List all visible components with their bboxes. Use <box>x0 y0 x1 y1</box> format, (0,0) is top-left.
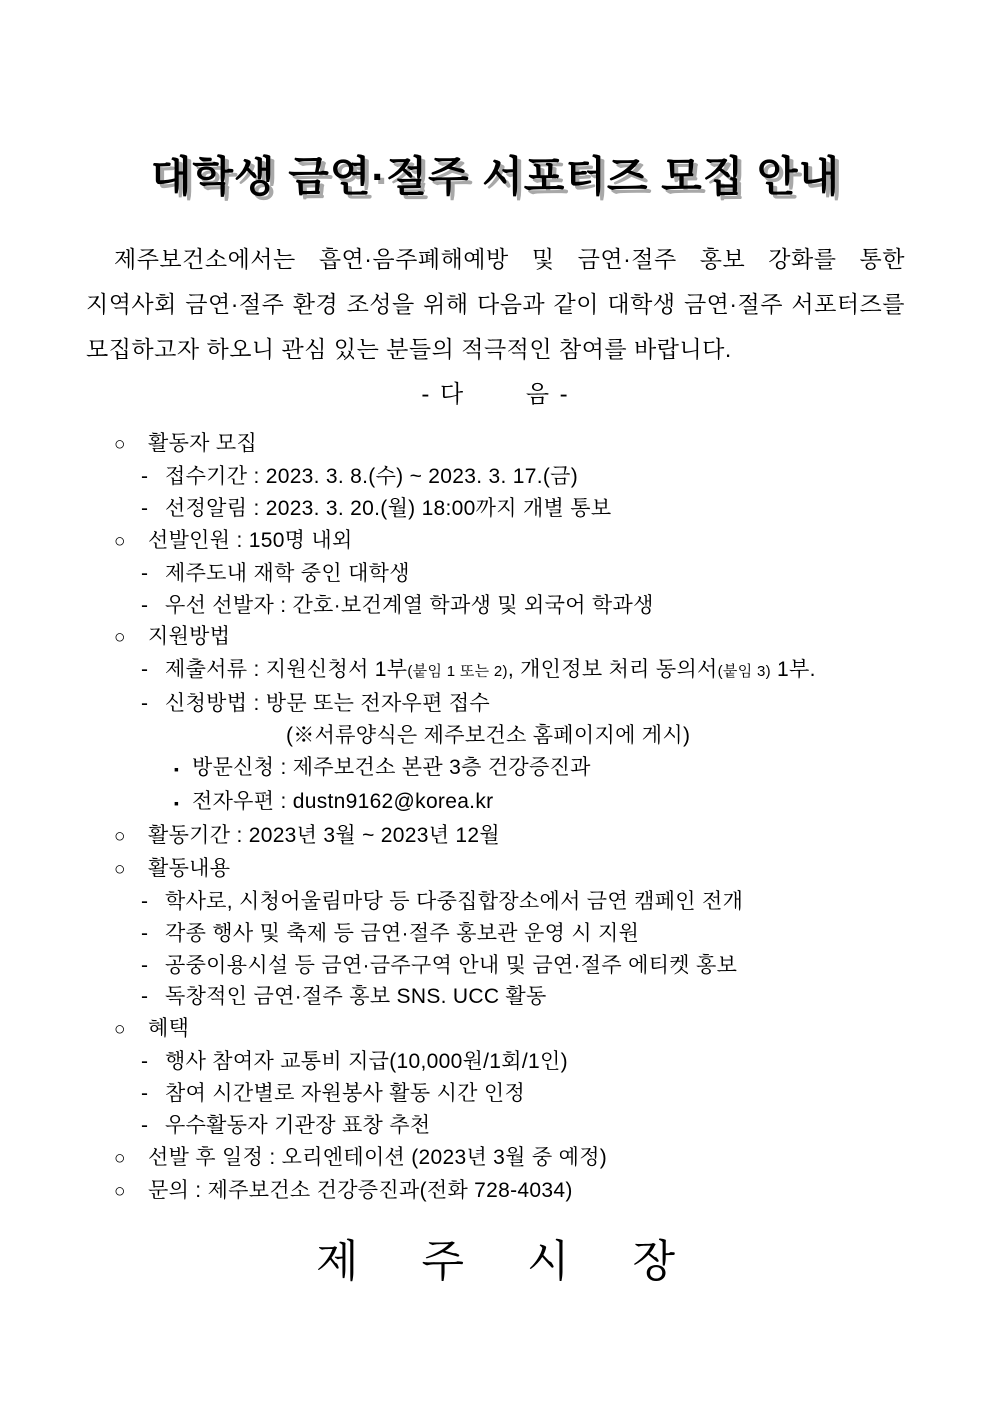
list-item-text: 행사 참여자 교통비 지급(10,000원/1회/1인) <box>165 1050 568 1074</box>
list-item-text: 활동내용 <box>148 856 231 880</box>
circle-bullet: ○ <box>114 530 126 552</box>
signature-mayor: 제 주 시 장 <box>315 1236 701 1286</box>
dash-bullet: - <box>141 1114 149 1138</box>
list-item <box>86 918 905 950</box>
list-item <box>86 853 905 886</box>
list-item <box>86 558 905 590</box>
list-item <box>86 820 905 853</box>
list-item-text: 각종 행사 및 축제 등 금연·절주 홍보관 운영 시 지원 <box>165 921 640 945</box>
dash-bullet: - <box>141 561 149 585</box>
list-item <box>86 720 905 752</box>
list-item-text: 신청방법 : 방문 또는 전자우편 접수 <box>165 692 491 716</box>
list-item <box>86 621 905 654</box>
list-item-text: 공중이용시설 등 금연·금주구역 안내 및 금연·절주 에티켓 홍보 <box>165 953 738 977</box>
list-item-text: 문의 : 제주보건소 건강증진과(전화 728-4034) <box>148 1178 573 1202</box>
dash-bullet: - <box>141 464 149 488</box>
dash-bullet: - <box>141 1050 149 1074</box>
dash-bullet: - <box>141 889 149 913</box>
section-divider: - 다 음 - <box>421 381 570 408</box>
dash-bullet: - <box>141 985 149 1009</box>
dash-bullet: - <box>141 953 149 977</box>
list-item-text: (※서류양식은 제주보건소 홈페이지에 게시) <box>286 724 691 748</box>
list-item <box>86 493 905 525</box>
dash-bullet: - <box>141 692 149 716</box>
list-item-text: 제출서류 : 지원신청서 1부(붙임 1 또는 2), 개인정보 처리 동의서(붙임 3) 1부. <box>165 658 816 682</box>
list-item <box>86 950 905 982</box>
page-title: 대학생 금연·절주 서포터즈 모집 안내 <box>150 153 841 200</box>
list-item-text: 우선 선발자 : 간호·보건계열 학과생 및 외국어 학과생 <box>165 593 654 617</box>
list-item-text: 활동자 모집 <box>148 432 258 455</box>
circle-bullet: ○ <box>114 1019 126 1041</box>
list-item <box>86 886 905 918</box>
dash-bullet: - <box>141 593 149 617</box>
list-item <box>86 688 905 720</box>
circle-bullet: ○ <box>114 858 126 880</box>
dash-bullet: - <box>141 1082 149 1106</box>
list-item-text: 지원방법 <box>148 625 231 649</box>
square-bullet: ▪ <box>174 794 180 811</box>
list-item-text: 우수활동자 기관장 표창 추천 <box>165 1114 431 1138</box>
list-item <box>86 590 905 622</box>
list-item <box>86 654 905 688</box>
circle-bullet: ○ <box>114 434 126 455</box>
list-item-text: 접수기간 : 2023. 3. 8.(수) ~ 2023. 3. 17.(금) <box>165 464 578 488</box>
list-item <box>86 1078 905 1110</box>
list-item <box>86 1175 905 1208</box>
dash-bullet: - <box>141 658 149 682</box>
list-item <box>86 428 905 461</box>
circle-bullet: ○ <box>114 1147 126 1169</box>
dash-bullet: - <box>141 921 149 945</box>
list-item-text: 선발인원 : 150명 내외 <box>148 528 353 552</box>
circle-bullet: ○ <box>114 1180 126 1202</box>
list-item <box>86 1046 905 1078</box>
list-item-text: 전자우편 : dustn9162@korea.kr <box>192 789 494 813</box>
circle-bullet: ○ <box>114 627 126 649</box>
list-item <box>86 752 905 786</box>
list-item-text: 선발 후 일정 : 오리엔테이션 (2023년 3월 중 예정) <box>148 1145 608 1169</box>
list-item-text: 참여 시간별로 자원봉사 활동 시간 인정 <box>165 1082 526 1106</box>
list-item-text: 혜택 <box>148 1017 190 1041</box>
list-item <box>86 786 905 820</box>
circle-bullet: ○ <box>114 825 126 847</box>
list-item-text: 학사로, 시청어울림마당 등 다중집합장소에서 금연 캠페인 전개 <box>165 889 744 913</box>
list-item-text: 활동기간 : 2023년 3월 ~ 2023년 12월 <box>148 823 500 847</box>
list-item <box>86 1110 905 1142</box>
list-item <box>86 1013 905 1046</box>
intro-paragraph: 제주보건소에서는 흡연·음주폐해예방 및 금연·절주 홍보 강화를 통한 지역사회 금연·절주 환경 조성을 위해 다음과 같이 대학생 금연·절주 서포터즈를 모집하고자 하오니 관심 있는 분들의 적극적인 참여를 바랍니다. <box>86 246 905 362</box>
list-item-text: 선정알림 : 2023. 3. 20.(월) 18:00까지 개별 통보 <box>165 496 612 520</box>
list-item <box>86 1142 905 1175</box>
list-item-text: 독창적인 금연·절주 홍보 SNS. UCC 활동 <box>165 985 547 1009</box>
list-item-text: 제주도내 재학 중인 대학생 <box>165 561 410 585</box>
square-bullet: ▪ <box>174 761 180 778</box>
list-item-text: 방문신청 : 제주보건소 본관 3층 건강증진과 <box>192 756 591 780</box>
dash-bullet: - <box>141 496 149 520</box>
notice-list <box>86 428 905 1208</box>
list-item <box>86 525 905 558</box>
list-item <box>86 981 905 1013</box>
list-item <box>86 461 905 493</box>
